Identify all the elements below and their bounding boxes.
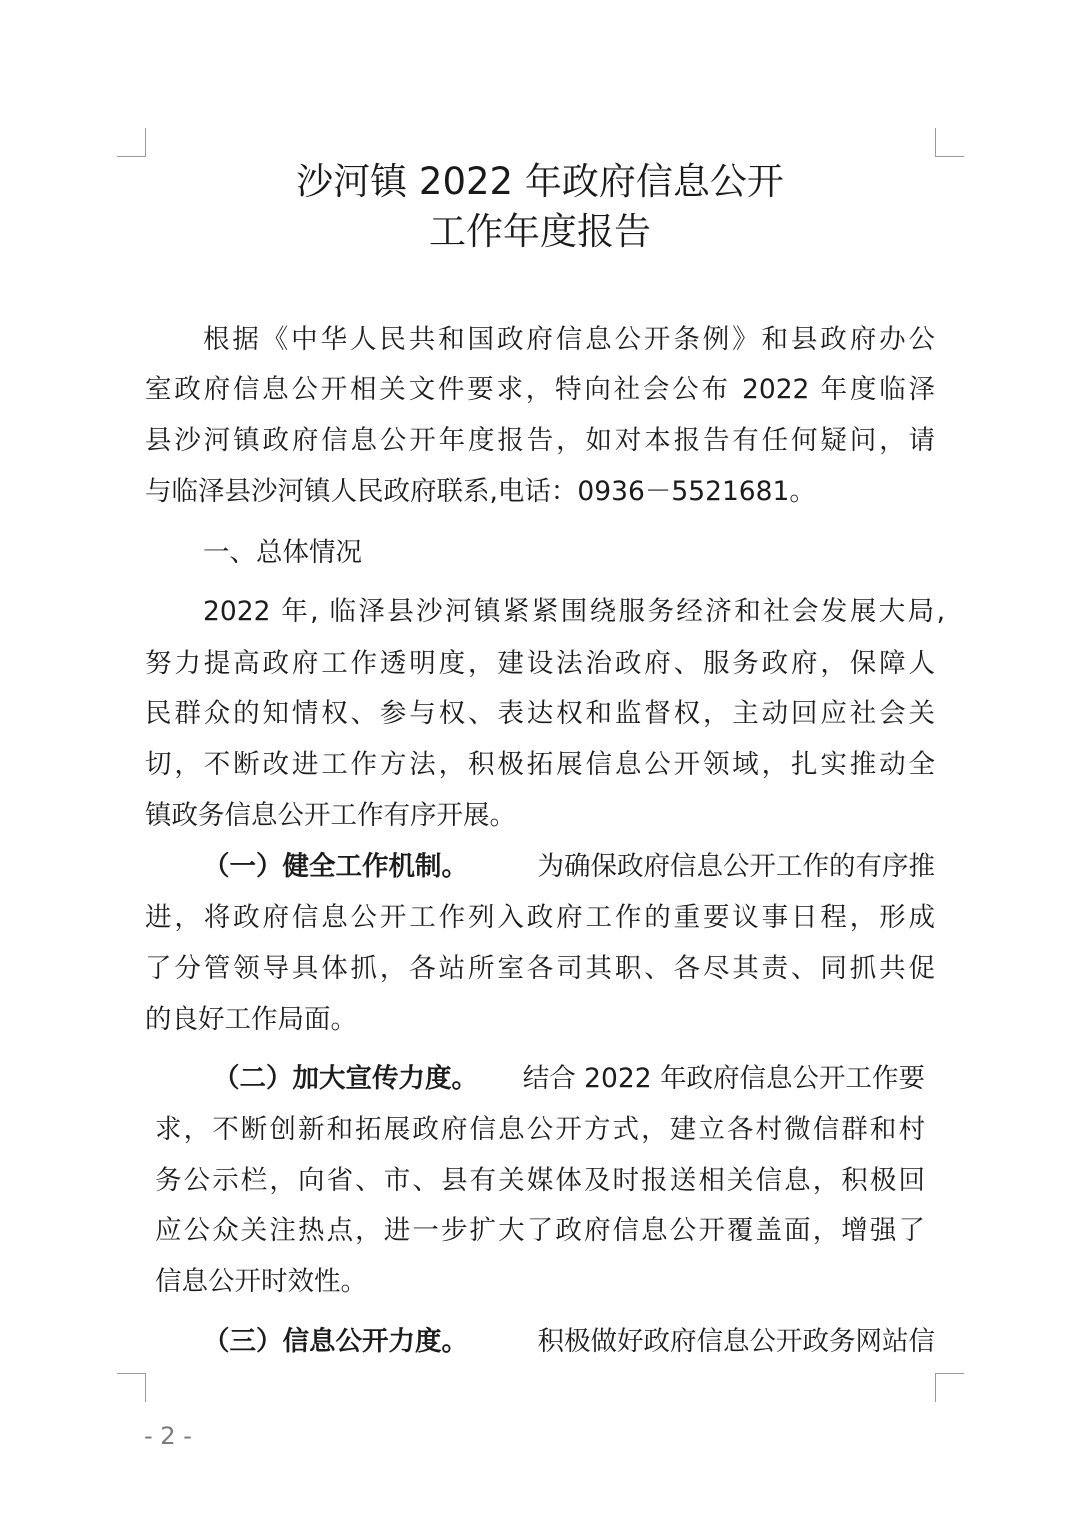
- intro-line-2: 室政府信息公开相关文件要求，特向社会公布 2022 年度临泽: [145, 374, 935, 405]
- overview-line-5: 镇政务信息公开工作有序开展。: [145, 800, 516, 831]
- item1-line-2: 进，将政府信息公开工作列入政府工作的重要议事日程，形成: [145, 902, 935, 933]
- top-left-corner-mark: [117, 128, 146, 157]
- section-heading-overview: 一、总体情况: [203, 537, 362, 568]
- item1-first-line: [203, 847, 935, 887]
- document-title-line-2: 工作年度报告: [429, 210, 651, 253]
- overview-line-3: 民群众的知情权、参与权、表达权和监督权，主动回应社会关: [145, 698, 935, 729]
- bottom-left-corner-mark: [117, 1373, 146, 1402]
- item3-heading: （三）信息公开力度。: [203, 1326, 468, 1357]
- overview-line-4: 切，不断改进工作方法，积极拓展信息公开领域，扎实推动全: [145, 749, 935, 780]
- intro-line-1: 根据《中华人民共和国政府信息公开条例》和县政府办公: [203, 324, 935, 355]
- overview-line-1: 2022 年, 临泽县沙河镇紧紧围绕服务经济和社会发展大局,: [203, 596, 945, 627]
- item1-line-3: 了分管领导具体抓，各站所室各司其职、各尽其责、同抓共促: [145, 953, 935, 984]
- item3-first-line: [203, 1322, 935, 1362]
- intro-line-4: 与临泽县沙河镇人民政府联系,电话：0936－5521681。: [145, 476, 816, 507]
- item1-heading: （一）健全工作机制。: [203, 851, 468, 882]
- item2-line-5: 信息公开时效性。: [155, 1266, 367, 1297]
- overview-line-2: 努力提高政府工作透明度，建设法治政府、服务政府，保障人: [145, 648, 935, 679]
- bottom-right-corner-mark: [935, 1373, 964, 1402]
- page-number: - 2 -: [144, 1422, 192, 1450]
- item2-first-line: [213, 1059, 925, 1099]
- document-title-line-1: 沙河镇 2022 年政府信息公开: [296, 160, 784, 203]
- item3-first-text: 积极做好政府信息公开政务网站信: [537, 1326, 935, 1357]
- intro-line-3: 县沙河镇政府信息公开年度报告，如对本报告有任何疑问，请: [145, 425, 935, 456]
- top-right-corner-mark: [935, 128, 964, 157]
- item1-first-text: 为确保政府信息公开工作的有序推: [537, 851, 935, 882]
- item1-line-4: 的良好工作局面。: [145, 1004, 357, 1035]
- item2-line-3: 务公示栏，向省、市、县有关媒体及时报送相关信息，积极回: [155, 1165, 925, 1196]
- item2-heading: （二）加大宣传力度。: [213, 1063, 478, 1094]
- item2-line-4: 应公众关注热点，进一步扩大了政府信息公开覆盖面，增强了: [155, 1215, 925, 1246]
- item2-line-2: 求，不断创新和拓展政府信息公开方式，建立各村微信群和村: [155, 1114, 925, 1145]
- item2-first-text: 结合 2022 年政府信息公开工作要: [522, 1063, 925, 1094]
